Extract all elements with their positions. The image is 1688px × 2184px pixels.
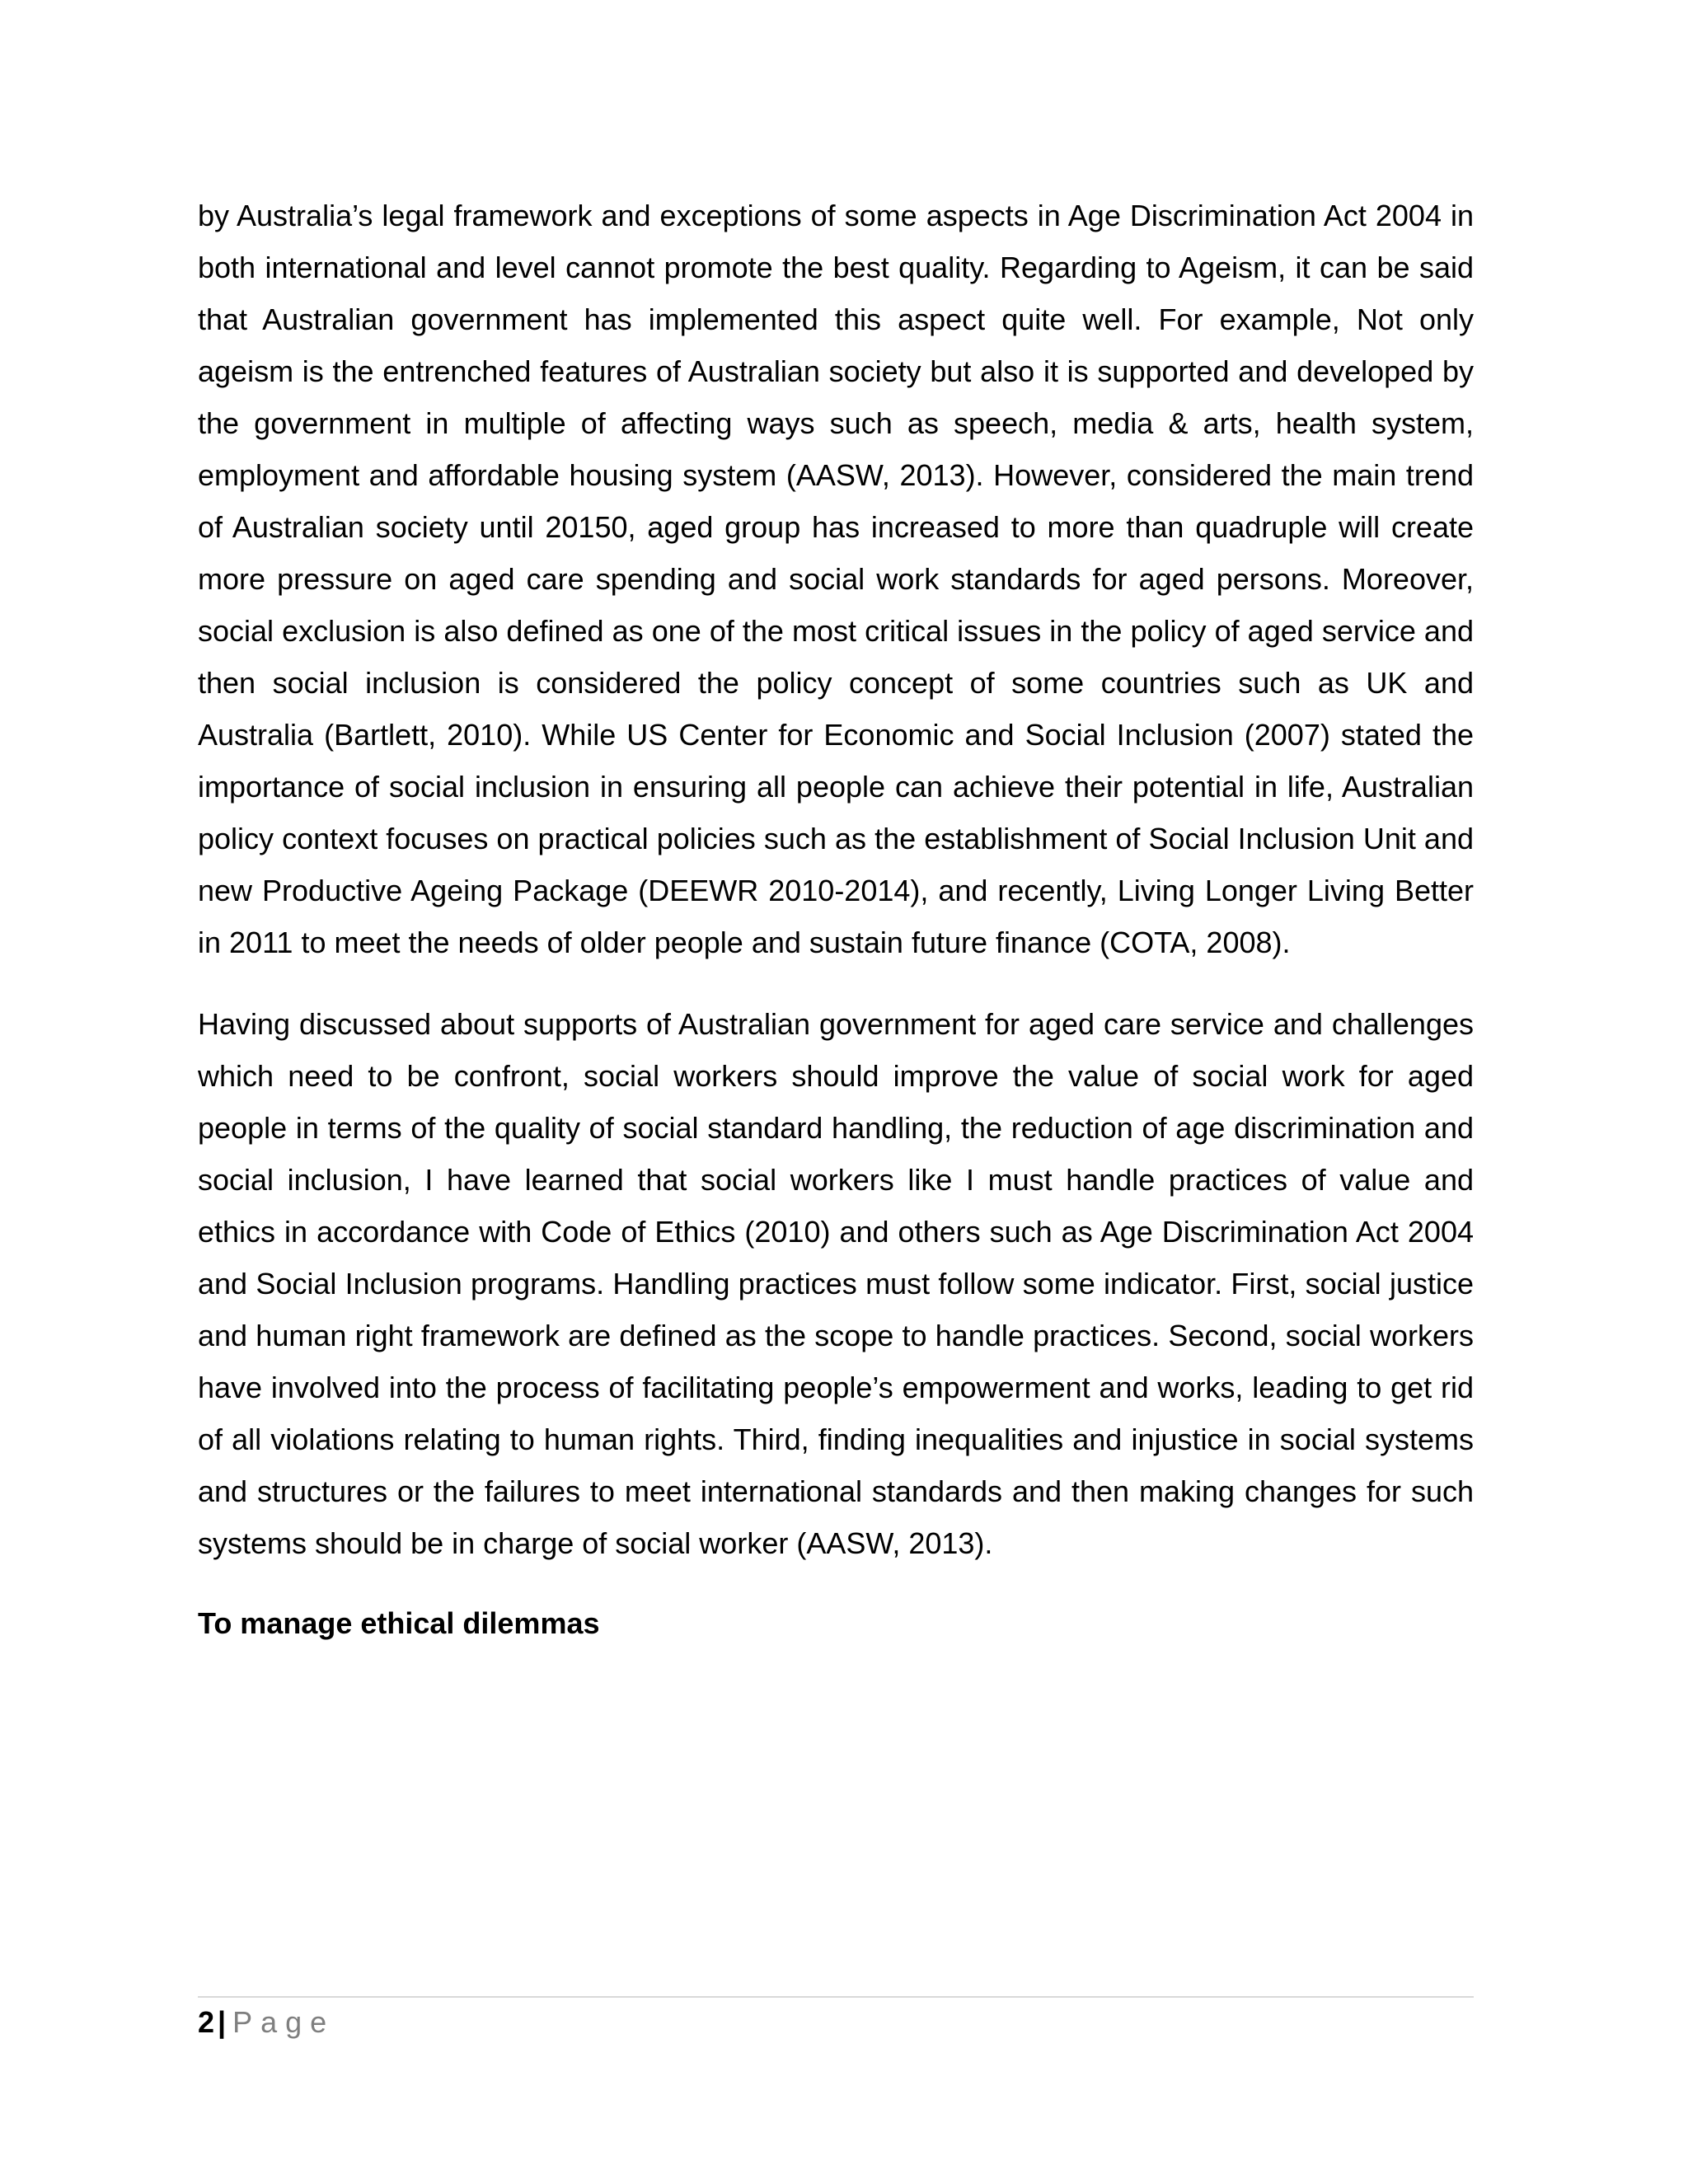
page-body <box>198 190 1474 1649</box>
page-footer <box>198 1996 1474 2044</box>
footer-separator: | <box>218 2005 227 2039</box>
page-label: Page <box>232 2005 335 2039</box>
section-heading: To manage ethical dilemmas <box>198 1606 600 1640</box>
page-number: 2 <box>198 2005 215 2039</box>
body-paragraph-2: Having discussed about supports of Australian government for aged care service and challenges which need to be confront, social workers should improve the value of social work for aged people in terms of the quality of social standard handling, the reduction of age discrimination and social inclusion, I have learned that social workers like I must handle practices of value and ethics in accordance with Code of Ethics (2010) and others such as Age Discrimination Act 2004 and Social Inclusion programs. Handling practices must follow some indicator. First, social justice and human right framework are defined as the scope to handle practices. Second, social workers have involved into the process of facilitating people’s empowerment and works, leading to get rid of all violations relating to human rights. Third, finding inequalities and injustice in social systems and structures or the failures to meet international standards and then making changes for such systems should be in charge of social worker (AASW, 2013). <box>198 1007 1474 1560</box>
body-paragraph-1: by Australia’s legal framework and exceptions of some aspects in Age Discrimination Act 2004 in both international and level cannot promote the best quality. Regarding to Ageism, it can be said that Australian government has implemented this aspect quite well. For example, Not only ageism is the entrenched features of Australian society but also it is supported and developed by the government in multiple of affecting ways such as speech, media & arts, health system, employment and affordable housing system (AASW, 2013). However, considered the main trend of Australian society until 20150, aged group has increased to more than quadruple will create more pressure on aged care spending and social work standards for aged persons. Moreover, social exclusion is also defined as one of the most critical issues in the policy of aged service and then social inclusion is considered the policy concept of some countries such as UK and Australia (Bartlett, 2010). While US Center for Economic and Social Inclusion (2007) stated the importance of social inclusion in ensuring all people can achieve their potential in life, Australian policy context focuses on practical policies such as the establishment of Social Inclusion Unit and new Productive Ageing Package (DEEWR 2010-2014), and recently, Living Longer Living Better in 2011 to meet the needs of older people and sustain future finance (COTA, 2008). <box>198 199 1474 959</box>
